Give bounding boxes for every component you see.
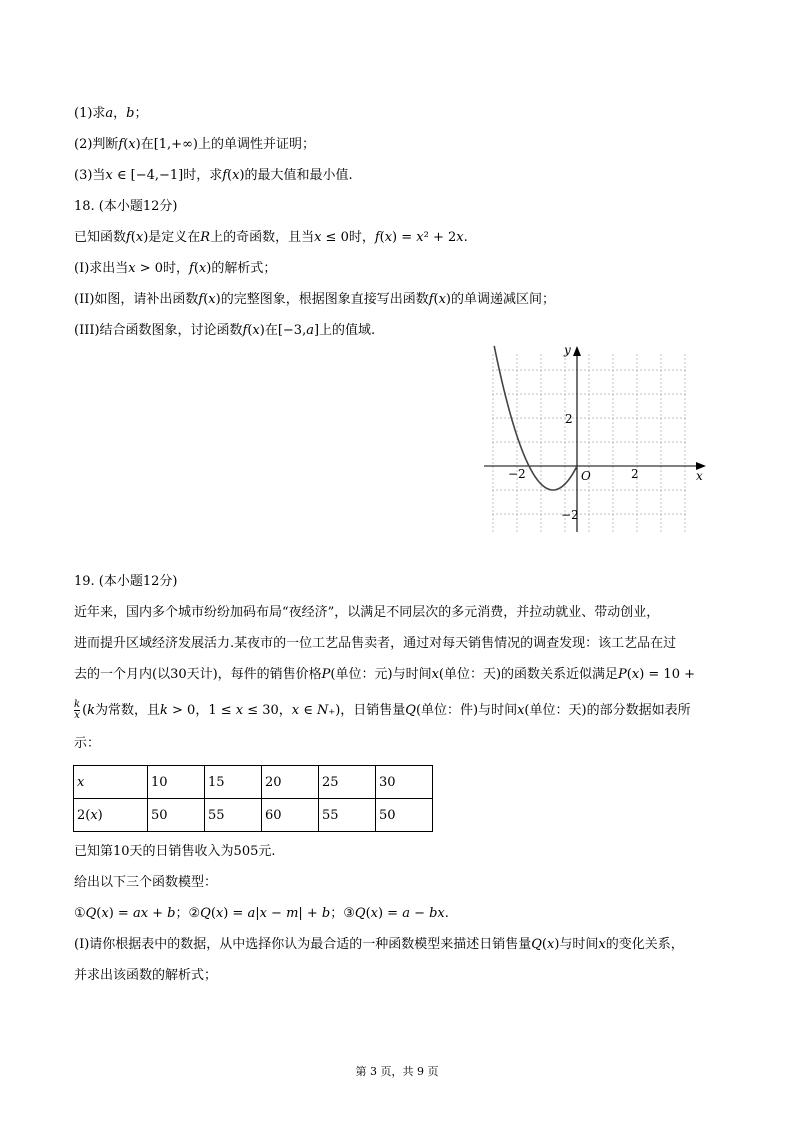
question19-part1-line2: 并求出该函数的解析式； [74, 968, 218, 983]
table-cell: 20 [262, 766, 319, 799]
question18-stem: 已知函数𝑓(𝑥)是定义在𝑅上的奇函数，且当𝑥 ≤ 0时，𝑓(𝑥) = 𝑥² + 2𝑥. [74, 230, 468, 245]
question18-part1: (I)求出当𝑥 > 0时，𝑓(𝑥)的解析式； [74, 261, 277, 276]
table-row [74, 799, 433, 832]
question18-part2: (II)如图，请补出函数𝑓(𝑥)的完整图象，根据图象直接写出函数𝑓(𝑥)的单调递减区间； [74, 292, 555, 307]
question19-after-table-2: 给出以下三个函数模型： [74, 875, 218, 890]
table-cell: 25 [319, 766, 376, 799]
question19-line4 [74, 700, 691, 721]
question19-line4-text: (𝑘为常数，且𝑘 > 0，1 ≤ 𝑥 ≤ 30，𝑥 ∈ 𝑁₊)，日销售量𝑄(单位：件)与时间𝑥(单位：天)的部分数据如表所 [82, 703, 691, 718]
sales-data-table [73, 765, 433, 832]
origin-label: O [581, 469, 591, 483]
question19-line1: 近年来，国内多个城市纷纷加码布局“夜经济”，以满足不同层次的多元消费，并拉动就业、带动创业， [74, 605, 660, 620]
table-cell: 60 [262, 799, 319, 832]
question17-part1: (1)求𝑎，𝑏； [74, 106, 148, 121]
question18-part3: (III)结合函数图象，讨论函数𝑓(𝑥)在[−3,𝑎]上的值域. [74, 323, 376, 338]
table-cell: 50 [376, 799, 433, 832]
function-graph [484, 342, 710, 534]
tick-label-y-2: 2 [565, 412, 573, 426]
x-axis-label: x [696, 469, 703, 483]
tick-label-y-neg2: −2 [561, 508, 579, 522]
table-cell: 𝑥 [74, 766, 148, 799]
question19-after-table-1: 已知第10天的日销售收入为505元. [74, 844, 276, 859]
question19-line5: 示： [74, 736, 101, 751]
fraction-denominator: 𝑥 [74, 710, 80, 721]
table-cell: 10 [148, 766, 205, 799]
question19-line3: 去的一个月内(以30天计)，每件的销售价格𝑃(单位：元)与时间𝑥(单位：天)的函数关系近似满足𝑃(𝑥) = 10 + [74, 667, 695, 682]
tick-label-x-2: 2 [631, 467, 639, 481]
fraction-numerator: 𝑘 [74, 699, 81, 710]
question19-line2: 进而提升区域经济发展活力.某夜市的一位工艺品售卖者，通过对每天销售情况的调查发现：该工艺品在过 [74, 636, 677, 651]
table-cell: 50 [148, 799, 205, 832]
table-cell: 15 [205, 766, 262, 799]
question17-part2: (2)判断𝑓(𝑥)在[1,+∞)上的单调性并证明； [74, 137, 315, 152]
table-cell: 55 [319, 799, 376, 832]
table-row [74, 766, 433, 799]
question18-heading: 18. (本小题12分) [74, 199, 178, 214]
page-footer: 第 3 页，共 9 页 [355, 1065, 439, 1078]
question17-part3: (3)当𝑥 ∈ [−4,−1]时，求𝑓(𝑥)的最大值和最小值. [74, 168, 353, 183]
tick-label-x-neg2: −2 [508, 467, 526, 481]
y-axis-arrow-icon [573, 346, 581, 356]
table-cell: 2(𝑥) [74, 799, 148, 832]
fraction-k-over-x [74, 700, 80, 721]
table-cell: 55 [205, 799, 262, 832]
graph-grid [492, 354, 686, 532]
question19-part1-line1: (I)请你根据表中的数据，从中选择你认为最合适的一种函数模型来描述日销售量𝑄(𝑥)与时间𝑥的变化关系， [74, 937, 684, 952]
y-axis-label: y [564, 343, 571, 357]
question19-models: ①𝑄(𝑥) = 𝑎𝑥 + 𝑏；②𝑄(𝑥) = 𝑎|𝑥 − 𝑚| + 𝑏；③𝑄(𝑥) = 𝑎 − 𝑏𝑥. [74, 906, 449, 921]
question19-heading: 19. (本小题12分) [74, 574, 178, 589]
table-cell: 30 [376, 766, 433, 799]
